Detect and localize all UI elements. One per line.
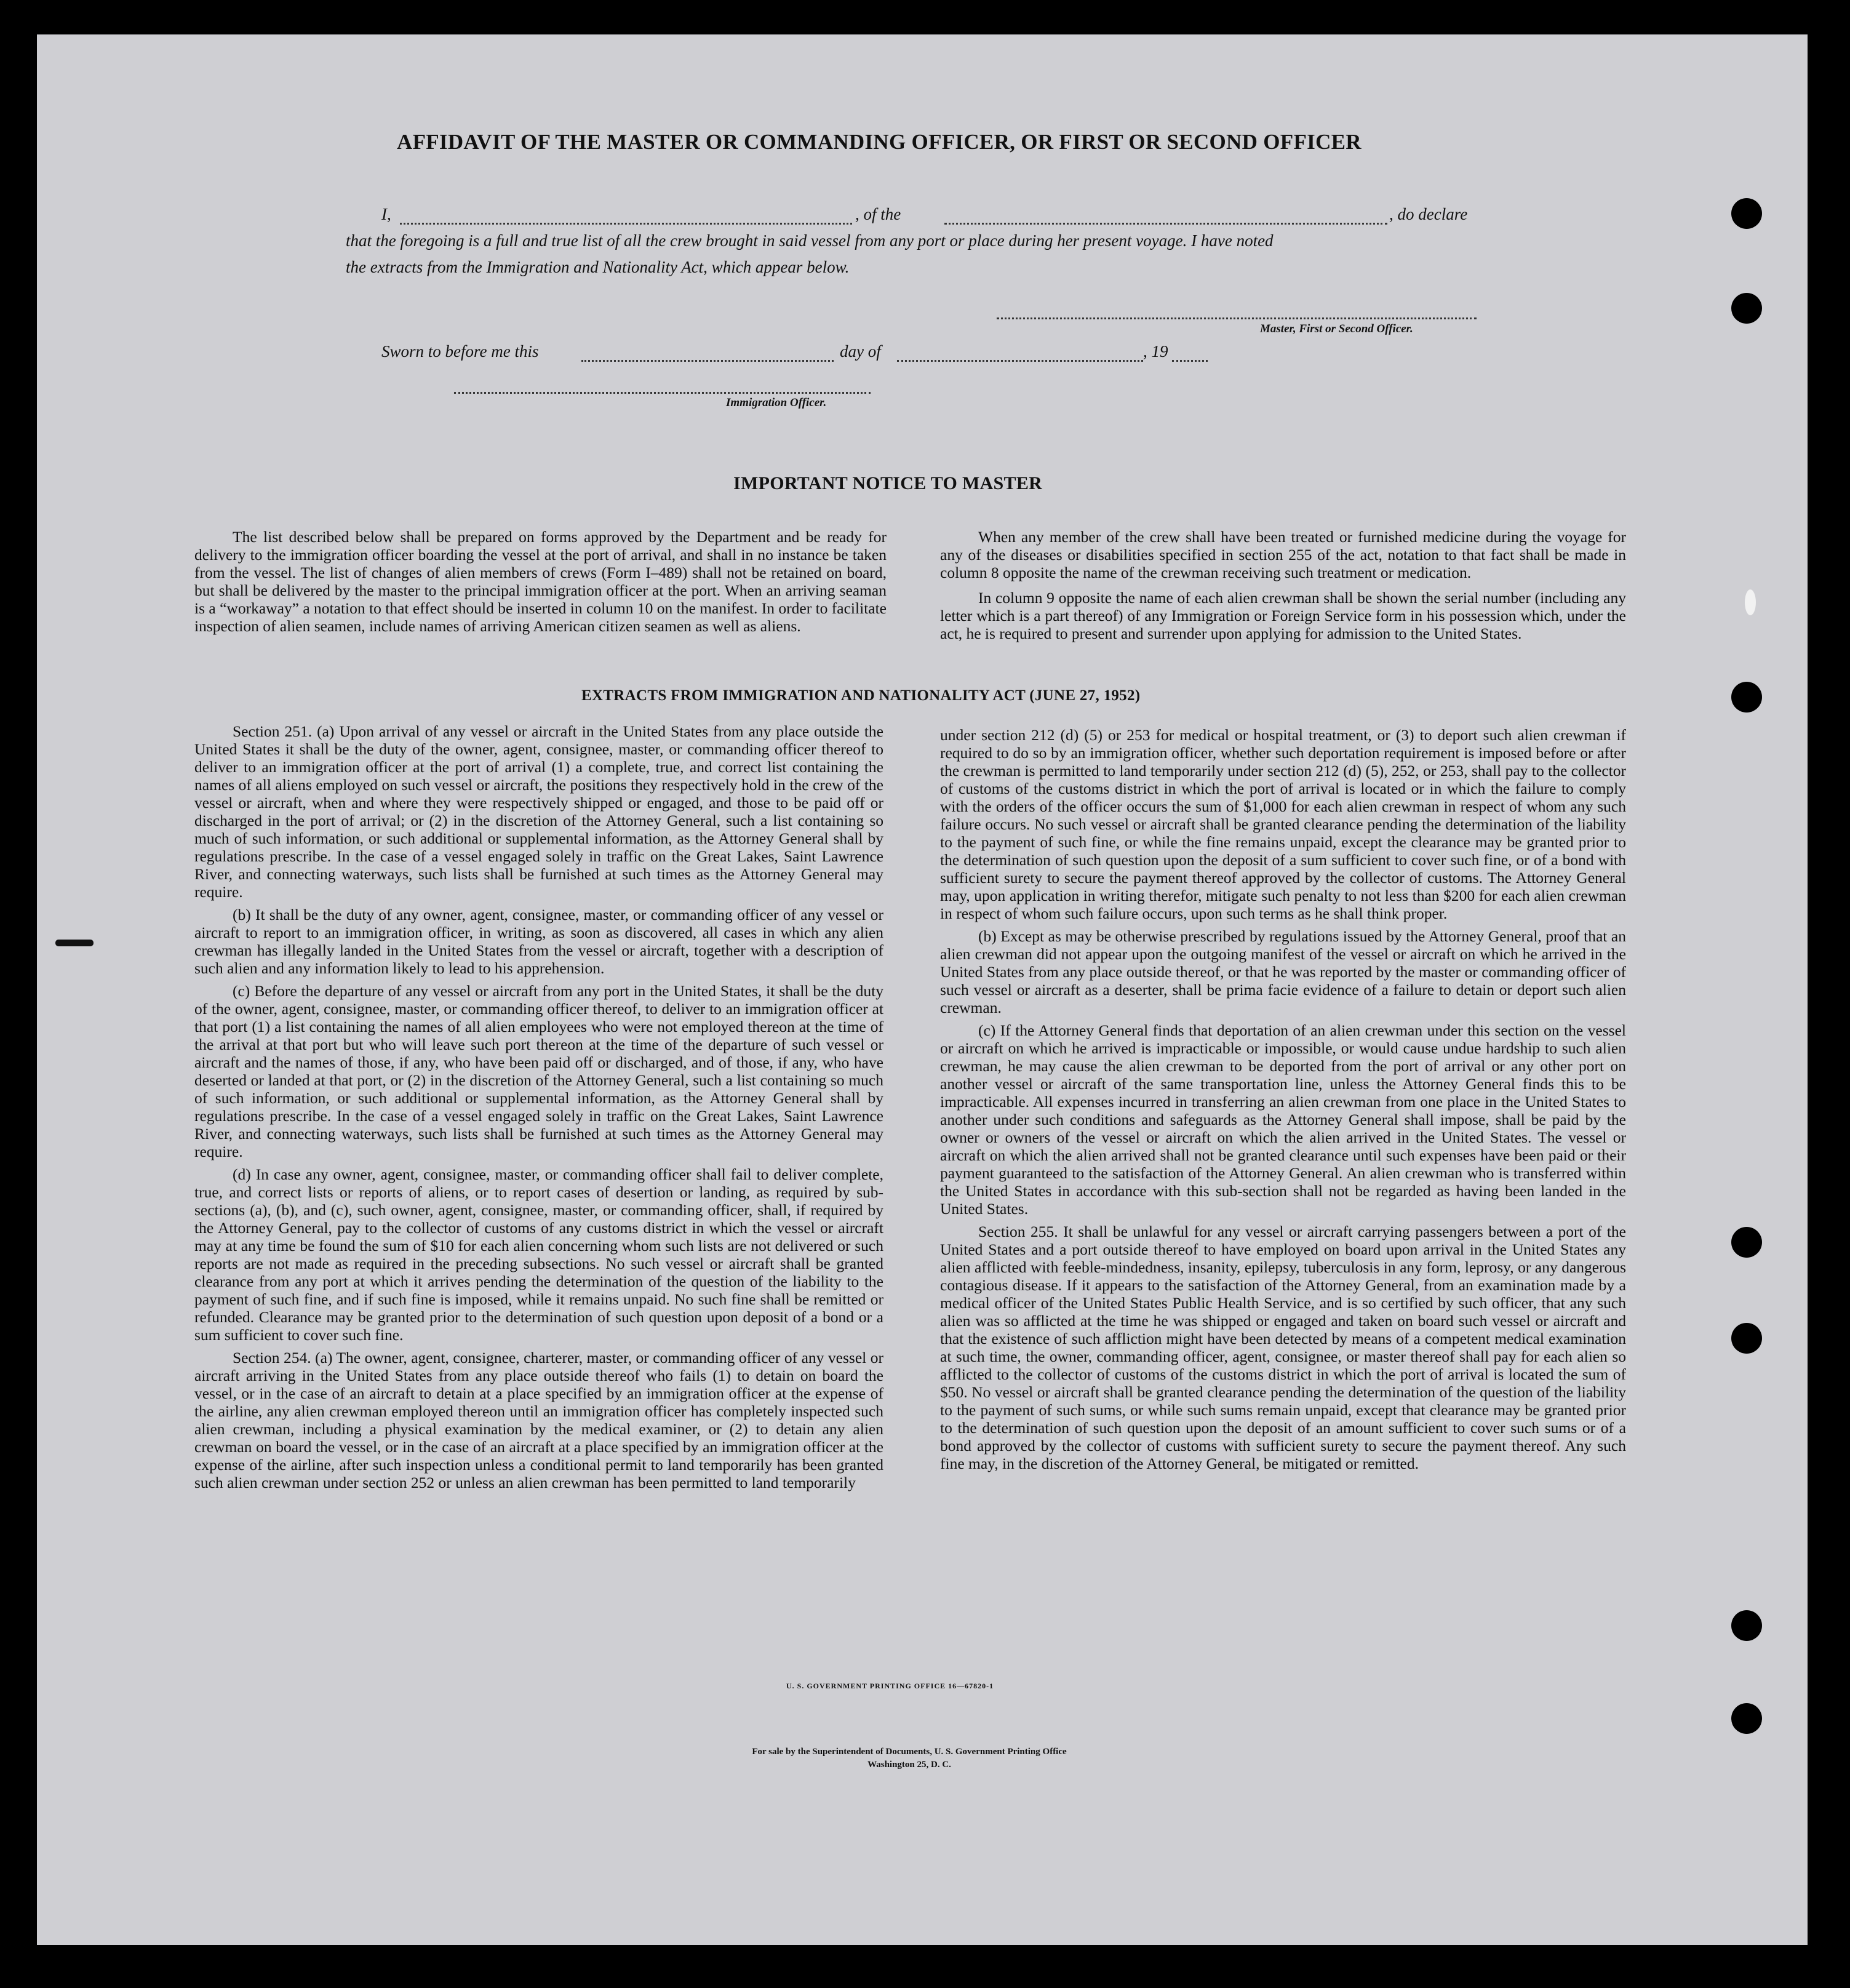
notice-right-paragraph-1: When any member of the crew shall have been treated or furnished medicine during the voyage for any of the diseases or disabilities specified in section 255 of the act, notation to that fact shall be made in column 8 opposite the name of the crewman receiving such treatment or medication. bbox=[940, 528, 1626, 581]
section-251-b: (b) It shall be the duty of any owner, agent, consignee, master, or commanding officer of any vessel or aircraft to report to an immigration officer, in writing, as soon as discovered, all cases in which any alien crewman has illegally landed in the United States from the vessel or aircraft, together with a description of such alien and any information likely to lead to his apprehension. bbox=[194, 906, 883, 977]
extracts-title: EXTRACTS FROM IMMIGRATION AND NATIONALITY ACT (JUNE 27, 1952) bbox=[581, 687, 1141, 704]
affidavit-title: AFFIDAVIT OF THE MASTER OR COMMANDING OFFICER, OR FIRST OR SECOND OFFICER bbox=[397, 130, 1362, 154]
section-251-d: (d) In case any owner, agent, consignee, master, or commanding officer shall fail to deliver complete, true, and correct lists or reports of aliens, or to report cases of desertion or landing, as required by sub-sections (a), (b), and (c), such owner, agent, consignee, master, or commanding officer, shall, if required by the Attorney General, pay to the collector of customs of any customs district in which the vessel or aircraft may at any time be found the sum of $10 for each alien concerning whom such lists are not delivered or such reports are not made as required in the preceding subsections. No such vessel or aircraft shall be granted clearance from any port at which it arrives pending the determination of the question of the liability to the payment of such fine, and if such fine is imposed, while it remains unpaid. No such fine shall be remitted or refunded. Clearance may be granted prior to the determination of such question upon deposit of a bond or a sum sufficient to cover such fine. bbox=[194, 1165, 883, 1344]
punch-hole bbox=[1731, 293, 1762, 324]
vessel-blank[interactable] bbox=[944, 223, 1387, 225]
footer-line-2: Washington 25, D. C. bbox=[867, 1760, 951, 1770]
notice-right-paragraph-2: In column 9 opposite the name of each alien crewman shall be shown the serial number (including any letter which is a part thereof) of any Immigration or Foreign Service form in his possession which, under the act, he is required to present and surrender upon applying for admission to the United States. bbox=[940, 589, 1626, 642]
extracts-left-column bbox=[194, 722, 883, 1491]
section-254-b: (b) Except as may be otherwise prescribed by regulations issued by the Attorney General, proof that an alien crewman did not appear upon the outgoing manifest of the vessel or aircraft on which he arrived in the United States from any place outside thereof, or that he was reported by the master or commanding officer of such vessel or aircraft as a deserter, shall be prima facie evidence of a failure to detain or deport such alien crewman. bbox=[940, 927, 1626, 1016]
affidavit-of-the-label: , of the bbox=[855, 205, 901, 223]
notice-right-column bbox=[940, 528, 1626, 642]
section-254-a-continued: under section 212 (d) (5) or 253 for medical or hospital treatment, or (3) to deport such alien crewman if required to do so by an immigration officer, whether such deportation requirement is imposed before or after the crewman is permitted to land temporarily under section 212 (d) (5), 252, or 253, shall pay to the collector of customs of the customs district in which the port of arrival is located or in which the failure to comply with the orders of the officer occurs the sum of $1,000 for each alien crewman in respect of whom any such failure occurs. No such vessel or aircraft shall be granted clearance pending the determination of the liability to the payment of such fine, or while the fine remains unpaid, except the clearance may be granted prior to the determination of such question upon the deposit of a sum sufficient to cover such fine, or of a bond with sufficient surety to secure the payment thereof approved by the collector of customs. The Attorney General may, upon application in writing therefor, mitigate such penalty to not less than $200 for each alien crewman in respect of whom such failure occurs, upon such terms as he shall think proper. bbox=[940, 726, 1626, 922]
master-caption: Master, First or Second Officer. bbox=[1260, 322, 1413, 335]
section-254-a: Section 254. (a) The owner, agent, consignee, charterer, master, or commanding officer of any vessel or aircraft arriving in the United States from any place outside thereof who fails (1) to detain on board the vessel, or in the case of an aircraft to detain at a place specified by an immigration officer at the expense of the airline, any alien crewman employed thereon until an immigration officer has completely inspected such alien crewman, including a physical examination by the medical examiner, or (2) to detain any alien crewman on board the vessel, or in the case of an aircraft at a place specified by an immigration officer at the expense of the airline, after such inspection unless a conditional permit to land temporarily has been granted such alien crewman under section 252 or unless an alien crewman has been permitted to land temporarily bbox=[194, 1349, 883, 1491]
notice-left-column bbox=[194, 528, 887, 635]
master-signature-line[interactable] bbox=[997, 317, 1477, 319]
year-blank[interactable] bbox=[1172, 360, 1208, 362]
name-blank[interactable] bbox=[400, 223, 852, 225]
day-of-label: day of bbox=[840, 342, 881, 361]
notice-title: IMPORTANT NOTICE TO MASTER bbox=[733, 473, 1043, 493]
punch-hole bbox=[1731, 682, 1762, 713]
section-255: Section 255. It shall be unlawful for any vessel or aircraft carrying passengers between a port of the United States and a port outside thereof to have employed on board upon arrival in the United States any alien afflicted with feeble-mindedness, insanity, epilepsy, tuberculosis in any form, leprosy, or any dangerous contagious disease. If it appears to the satisfaction of the Attorney General, from an examination made by a medical officer of the United States Public Health Service, and is so certified by such officer, that any such alien was so afflicted at the time he was shipped or engaged and taken on board such vessel or aircraft and that the existence of such affliction might have been detected by means of a competent medical examination at such time, the owner, commanding officer, agent, consignee, or master thereof shall pay for each alien so afflicted to the collector of customs of the customs district in which the port of arrival is located the sum of $50. No vessel or aircraft shall be granted clearance pending the determination of the question of the liability to the payment of such sums, or while such sums remain unpaid, except that clearance may be granted prior to the determination of such question upon the deposit of an amount sufficient to cover such sums or of a bond approved by the collector of customs with sufficient surety to secure the payment thereof. Any such fine may, in the discretion of the Attorney General, be mitigated or remitted. bbox=[940, 1223, 1626, 1472]
scan-mark bbox=[55, 940, 94, 946]
sworn-day-blank[interactable] bbox=[581, 360, 834, 362]
printing-office-imprint: U. S. GOVERNMENT PRINTING OFFICE 16—67820-1 bbox=[786, 1682, 994, 1690]
affidavit-statement-2: the extracts from the Immigration and Nationality Act, which appear below. bbox=[346, 258, 850, 276]
section-251-a: Section 251. (a) Upon arrival of any vessel or aircraft in the United States from any place outside the United States it shall be the duty of the owner, agent, consignee, master, or commanding officer thereof to deliver to an immigration officer at the port of arrival (1) a complete, true, and correct list containing the names of all aliens employed on such vessel or aircraft, the positions they respectively hold in the crew of the vessel or aircraft, when and where they were respectively shipped or engaged, and those to be paid off or discharged in the port of arrival; or (2) in the discretion of the Attorney General, such a list containing so much of such information, or such additional or supplemental information, as the Attorney General shall by regulations prescribe. In the case of a vessel engaged solely in traffic on the Great Lakes, Saint Lawrence River, and connecting waterways, such lists shall be furnished at such times as the Attorney General may require. bbox=[194, 722, 883, 901]
sworn-month-blank[interactable] bbox=[897, 360, 1143, 362]
notice-left-paragraph: The list described below shall be prepared on forms approved by the Department and be ready for delivery to the immigration officer boarding the vessel at the port of arrival, and shall in no instance be taken from the vessel. The list of changes of alien members of crews (Form I–489) shall not be retained on board, but shall be delivered by the master to the principal immigration officer at the port. When an arriving seaman is a “workaway” a notation to that effect should be inserted in column 10 on the manifest. In order to facilitate inspection of alien seamen, include names of arriving American citizen seamen as well as aliens. bbox=[194, 528, 887, 635]
footer-sale-notice bbox=[682, 1746, 1137, 1771]
extracts-right-column bbox=[940, 726, 1626, 1472]
sworn-label: Sworn to before me this bbox=[381, 342, 539, 361]
punch-hole bbox=[1731, 1703, 1762, 1734]
punch-hole bbox=[1731, 1610, 1762, 1641]
footer-line-1: For sale by the Superintendent of Documents, U. S. Government Printing Office bbox=[752, 1747, 1067, 1757]
scan-mark bbox=[1745, 589, 1756, 615]
section-251-c: (c) Before the departure of any vessel or aircraft from any port in the United States, it shall be the duty of the owner, agent, consignee, master, or commanding officer thereof, to deliver to an immigration officer at that port (1) a list containing the names of all alien employees who were not employed thereon at the time of the arrival at that port but who will leave such port thereon at the time of the departure of such vessel or aircraft and the names of those, if any, who have been paid off or discharged, and of those, if any, who have deserted or landed at that port, or (2) in the discretion of the Attorney General, such a list containing so much of such information, or such additional or supplemental information, as the Attorney General shall by regulations prescribe. In the case of a vessel engaged solely in traffic on the Great Lakes, Saint Lawrence River, and connecting waterways, such lists shall be furnished at such times as the Attorney General may require. bbox=[194, 982, 883, 1160]
punch-hole bbox=[1731, 1227, 1762, 1258]
immigration-officer-line[interactable] bbox=[454, 392, 871, 394]
officer-caption: Immigration Officer. bbox=[726, 396, 827, 409]
section-254-c: (c) If the Attorney General finds that deportation of an alien crewman under this section on the vessel or aircraft on which he arrived is impracticable or impossible, or would cause undue hardship to such alien crewman, he may cause the alien crewman to be deported from the port of arrival or any other port on another vessel or aircraft of the same transportation line, unless the Attorney General finds this to be impracticable. All expenses incurred in transferring an alien crewman from one place in the United States to another under such conditions and safeguards as the Attorney General shall impose, shall be paid by the owner or owners of the vessel or aircraft on which the alien arrived in the United States. The vessel or aircraft on which the alien arrived shall not be granted clearance until such expenses have been paid or their payment guaranteed to the satisfaction of the Attorney General. An alien crewman who is transferred within the United States in accordance with this sub-section shall not be regarded as having been landed in the United States. bbox=[940, 1021, 1626, 1218]
punch-hole bbox=[1731, 198, 1762, 229]
affidavit-statement-1: that the foregoing is a full and true list of all the crew brought in said vessel from any port or place during her present voyage. I have noted bbox=[346, 231, 1274, 250]
punch-hole bbox=[1731, 1323, 1762, 1354]
affidavit-i-label: I, bbox=[381, 205, 391, 223]
year-label: , 19 bbox=[1143, 342, 1168, 361]
affidavit-declare-label: , do declare bbox=[1389, 205, 1468, 223]
